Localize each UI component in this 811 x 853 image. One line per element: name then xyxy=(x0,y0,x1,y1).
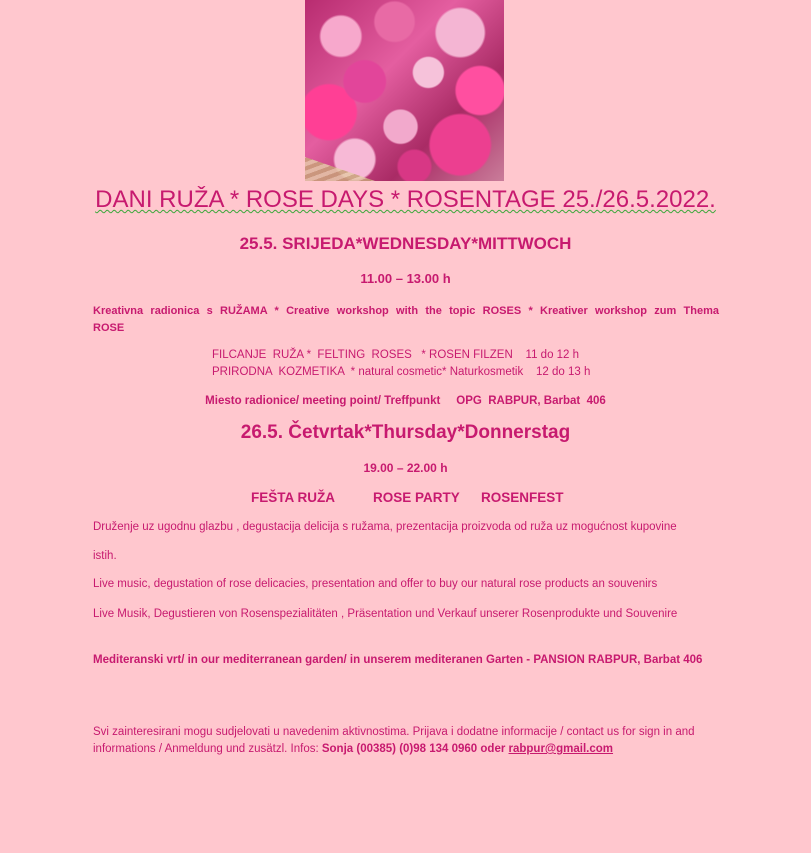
workshop-line-2: ROSE xyxy=(93,322,125,334)
basket-rim xyxy=(305,141,375,181)
info-text: Svi zainteresirani mogu sudjelovati u navedenim aktivnostima. Prijava i dodatne informacije / contact us for sign in and informations / Anmeldung und zusätzl. Infos: xyxy=(93,726,695,755)
party-desc-hr-line2: istih. xyxy=(93,550,117,562)
workshop-description xyxy=(93,303,719,337)
contact-phone: Sonja (00385) (0)98 134 0960 oder xyxy=(321,743,509,755)
party-label-en: ROSE PARTY xyxy=(373,490,460,505)
day2-time: 19.00 – 22.00 h xyxy=(363,461,448,475)
activity-felting: FILCANJE RUŽA * FELTING ROSES * ROSEN FILZEN 11 do 12 h xyxy=(212,349,580,361)
day2-heading: 26.5. Četvrtak*Thursday*Donnerstag xyxy=(240,422,571,443)
contact-info xyxy=(93,724,719,758)
meeting-point: Miesto radionice/ meeting point/ Treffpunkt OPG RABPUR, Barbat 406 xyxy=(205,395,606,407)
party-desc-en: Live music, degustation of rose delicacies, presentation and offer to buy our natural rose products an souvenirs xyxy=(93,578,658,590)
party-label-hr: FEŠTA RUŽA xyxy=(251,490,335,505)
activity-cosmetics: PRIRODNA KOZMETIKA * natural cosmetic* Naturkosmetik 12 do 13 h xyxy=(212,366,591,378)
day1-time: 11.00 – 13.00 h xyxy=(360,271,451,286)
party-label-de: ROSENFEST xyxy=(481,490,564,505)
party-desc-hr-line1: Druženje uz ugodnu glazbu , degustacija delicija s ružama, prezentacija proizvoda od ruža uz mogućnost kupovine xyxy=(93,521,677,533)
contact-email-link[interactable]: rabpur@gmail.com xyxy=(508,743,614,755)
day1-heading: 25.5. SRIJEDA*WEDNESDAY*MITTWOCH xyxy=(239,234,572,253)
page-title: DANI RUŽA * ROSE DAYS * ROSENTAGE 25./26.5.2022. xyxy=(95,186,716,213)
party-venue: Mediteranski vrt/ in our mediterranean garden/ in unserem mediteranen Garten - PANSION RABPUR, Barbat 406 xyxy=(93,654,703,666)
roses-photo xyxy=(305,0,504,181)
workshop-line-1: Kreativna radionica s RUŽAMA * Creative workshop with the topic ROSES * Kreativer workshop zum Thema xyxy=(93,305,719,317)
party-desc-de: Live Musik, Degustieren von Rosenspezialitäten , Präsentation und Verkauf unserer Rosenprodukte und Souvenire xyxy=(93,608,678,620)
